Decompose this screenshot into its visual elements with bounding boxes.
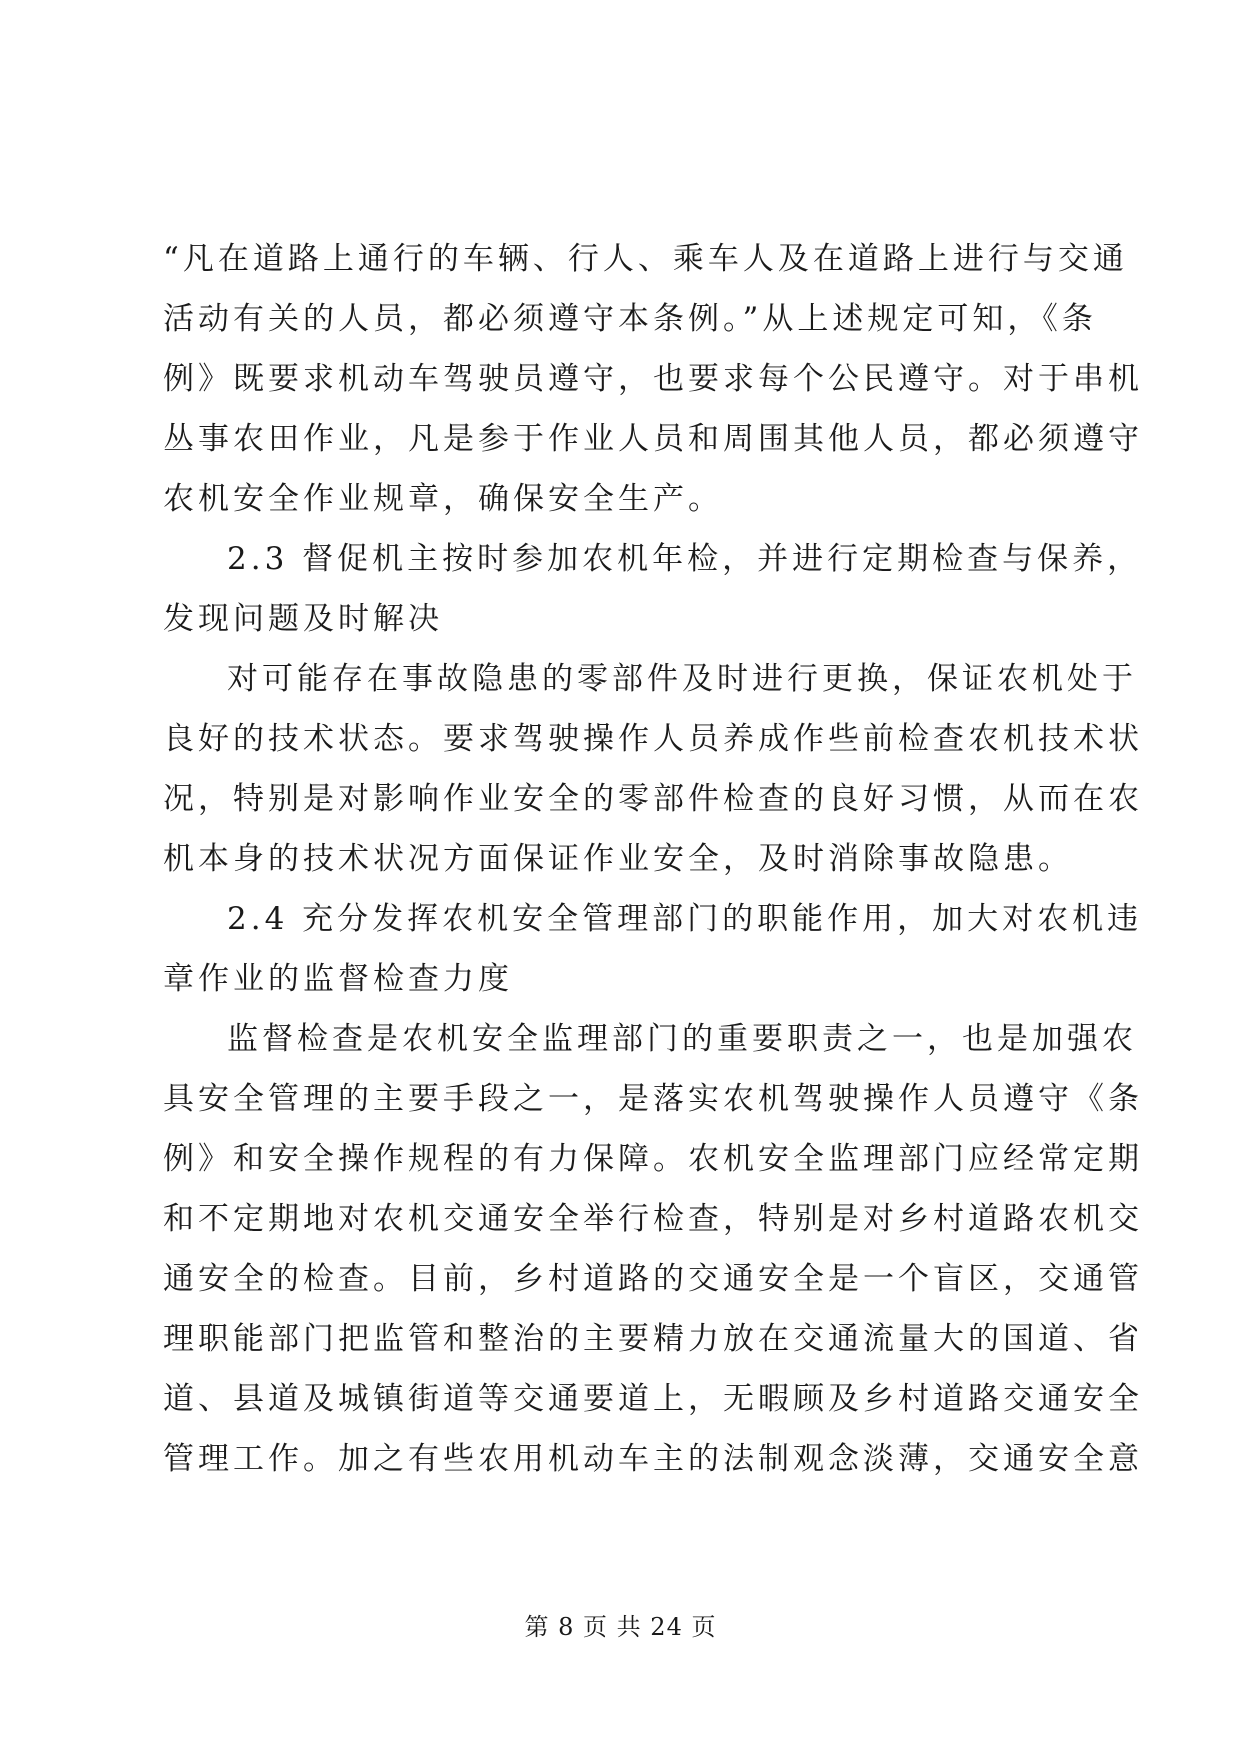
text-line: 机本身的技术状况方面保证作业安全，及时消除事故隐患。 xyxy=(163,841,1073,877)
text-line: 和不定期地对农机交通安全举行检查，特别是对乡村道路农机交 xyxy=(163,1201,1143,1237)
text-line: 2.3 督促机主按时参加农机年检，并进行定期检查与保养， xyxy=(227,541,1143,577)
text-line: 农机安全作业规章，确保安全生产。 xyxy=(163,481,723,517)
text-line: 况，特别是对影响作业安全的零部件检查的良好习惯，从而在农 xyxy=(163,781,1143,817)
document-body xyxy=(163,229,1143,1489)
text-line: 理职能部门把监管和整治的主要精力放在交通流量大的国道、省 xyxy=(163,1321,1143,1357)
text-line: 章作业的监督检查力度 xyxy=(163,961,513,997)
text-line: 对可能存在事故隐患的零部件及时进行更换，保证农机处于 xyxy=(227,661,1137,697)
text-line: 2.4 充分发挥农机安全管理部门的职能作用，加大对农机违 xyxy=(227,901,1143,937)
text-line: 丛事农田作业，凡是参于作业人员和周围其他人员，都必须遵守 xyxy=(163,421,1143,457)
text-line: 监督检查是农机安全监理部门的重要职责之一，也是加强农 xyxy=(227,1021,1137,1057)
text-line: 管理工作。加之有些农用机动车主的法制观念淡薄，交通安全意 xyxy=(163,1441,1143,1477)
text-line: 良好的技术状态。要求驾驶操作人员养成作些前检查农机技术状 xyxy=(163,721,1143,757)
text-line: 例》既要求机动车驾驶员遵守，也要求每个公民遵守。对于串机 xyxy=(163,361,1143,397)
text-line: 例》和安全操作规程的有力保障。农机安全监理部门应经常定期 xyxy=(163,1141,1143,1177)
text-line: 发现问题及时解决 xyxy=(163,601,443,637)
text-line: “凡在道路上通行的车辆、行人、乘车人及在道路上进行与交通 xyxy=(163,241,1128,277)
text-line: 通安全的检查。目前，乡村道路的交通安全是一个盲区，交通管 xyxy=(163,1261,1143,1297)
text-line: 活动有关的人员，都必须遵守本条例。”从上述规定可知，《条 xyxy=(163,301,1097,337)
page-footer: 第 8 页 共 24 页 xyxy=(524,1613,717,1641)
text-line: 具安全管理的主要手段之一，是落实农机驾驶操作人员遵守《条 xyxy=(163,1081,1143,1117)
text-line: 道、县道及城镇街道等交通要道上，无暇顾及乡村道路交通安全 xyxy=(163,1381,1143,1417)
